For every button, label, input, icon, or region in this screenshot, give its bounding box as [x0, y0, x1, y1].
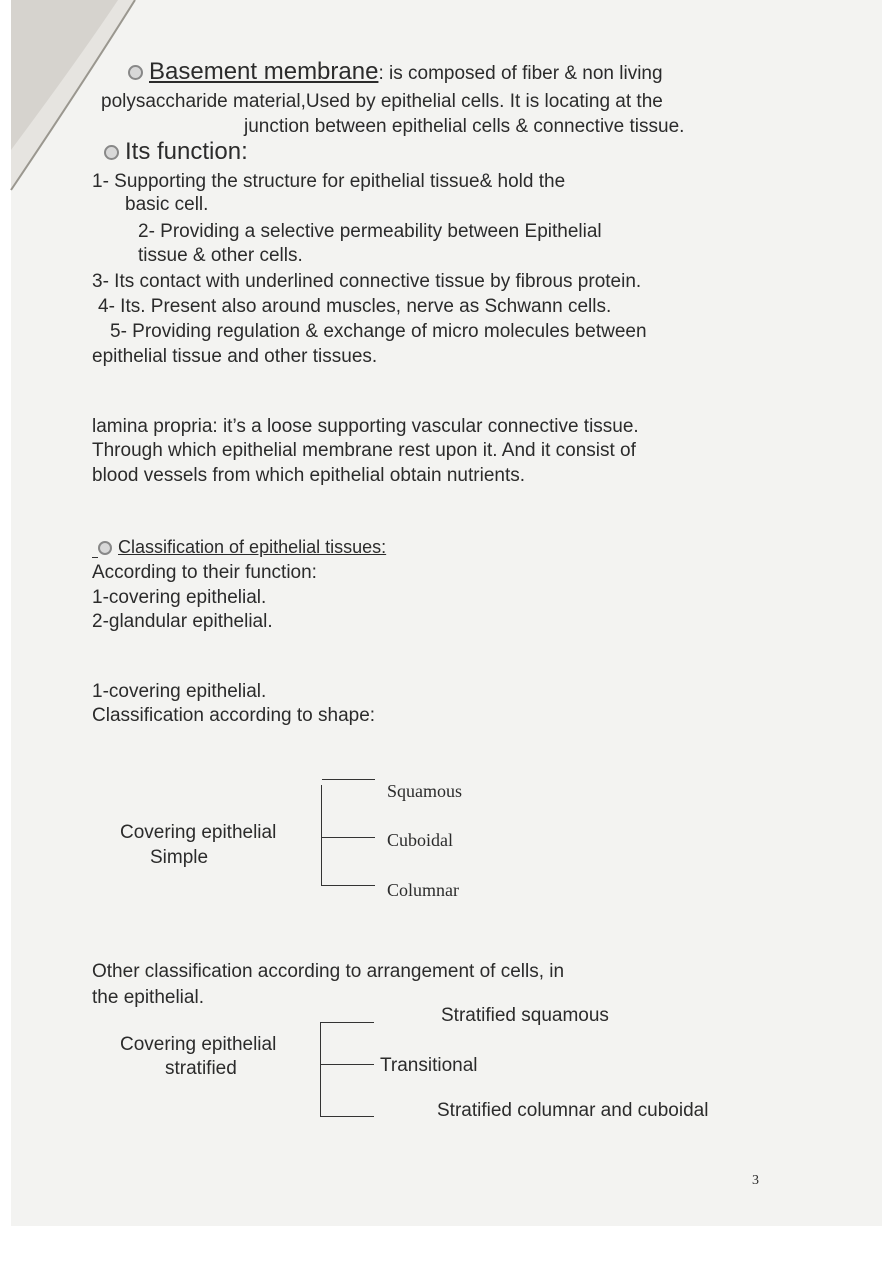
classification-title: Classification of epithelial tissues:	[118, 537, 387, 557]
simple-branch-columnar: Columnar	[387, 880, 459, 900]
bullet-icon	[128, 65, 143, 80]
function-item: 4- Its. Present also around muscles, nerve as Schwann cells.	[98, 296, 612, 317]
function-title-row	[104, 138, 248, 166]
stratified-branch-squamous: Stratified squamous	[441, 1005, 609, 1026]
bracket-vertical	[321, 785, 322, 886]
function-item: epithelial tissue and other tissues.	[92, 346, 378, 367]
page-number: 3	[752, 1173, 759, 1188]
basement-desc: : is composed of fiber & non living	[378, 63, 663, 84]
bracket-top	[321, 1022, 374, 1023]
stratified-label-2: stratified	[165, 1058, 237, 1079]
basement-line2: polysaccharide material,Used by epithelial cells. It is locating at the	[101, 91, 663, 112]
stratified-branch-columnar: Stratified columnar and cuboidal	[437, 1100, 709, 1121]
simple-branch-cuboidal: Cuboidal	[387, 830, 453, 850]
bracket-top	[322, 779, 375, 780]
basement-title-row	[128, 58, 663, 86]
classification-line: According to their function:	[92, 562, 317, 583]
bracket-bottom	[321, 1116, 374, 1117]
function-item: 1- Supporting the structure for epithelial tissue& hold the	[92, 171, 566, 192]
bracket-bottom	[322, 885, 375, 886]
function-item: tissue & other cells.	[138, 245, 303, 266]
stratified-branch-transitional: Transitional	[380, 1055, 478, 1076]
bullet-icon	[104, 145, 119, 160]
bracket-vertical	[320, 1022, 321, 1117]
simple-branch-squamous: Squamous	[387, 781, 463, 801]
lamina-line: Through which epithelial membrane rest upon it. And it consist of	[92, 440, 636, 461]
function-item: 3- Its contact with underlined connective tissue by fibrous protein.	[92, 271, 642, 292]
function-item: 5- Providing regulation & exchange of micro molecules between	[110, 321, 647, 342]
function-item: 2- Providing a selective permeability between Epithelial	[138, 221, 602, 242]
function-title: Its function:	[125, 138, 248, 165]
arrangement-line: the epithelial.	[92, 987, 204, 1008]
bracket-middle	[322, 837, 375, 838]
basement-title: Basement membrane	[149, 58, 379, 85]
classification-title-row	[92, 537, 386, 558]
classification-line: 2-glandular epithelial.	[92, 611, 273, 632]
classification-line: 1-covering epithelial.	[92, 587, 267, 608]
covering-heading: 1-covering epithelial.	[92, 681, 267, 702]
lamina-line: blood vessels from which epithelial obtain nutrients.	[92, 465, 526, 486]
stratified-label-1: Covering epithelial	[120, 1034, 277, 1055]
shape-heading: Classification according to shape:	[92, 705, 376, 726]
simple-label-2: Simple	[150, 847, 209, 868]
bullet-icon	[98, 541, 112, 555]
simple-label-1: Covering epithelial	[120, 822, 277, 843]
function-item: basic cell.	[125, 194, 209, 215]
lamina-line: lamina propria: it’s a loose supporting vascular connective tissue.	[92, 416, 639, 437]
arrangement-line: Other classification according to arrangement of cells, in	[92, 961, 565, 982]
bracket-middle	[321, 1064, 374, 1065]
basement-line3: junction between epithelial cells & connective tissue.	[244, 116, 685, 137]
